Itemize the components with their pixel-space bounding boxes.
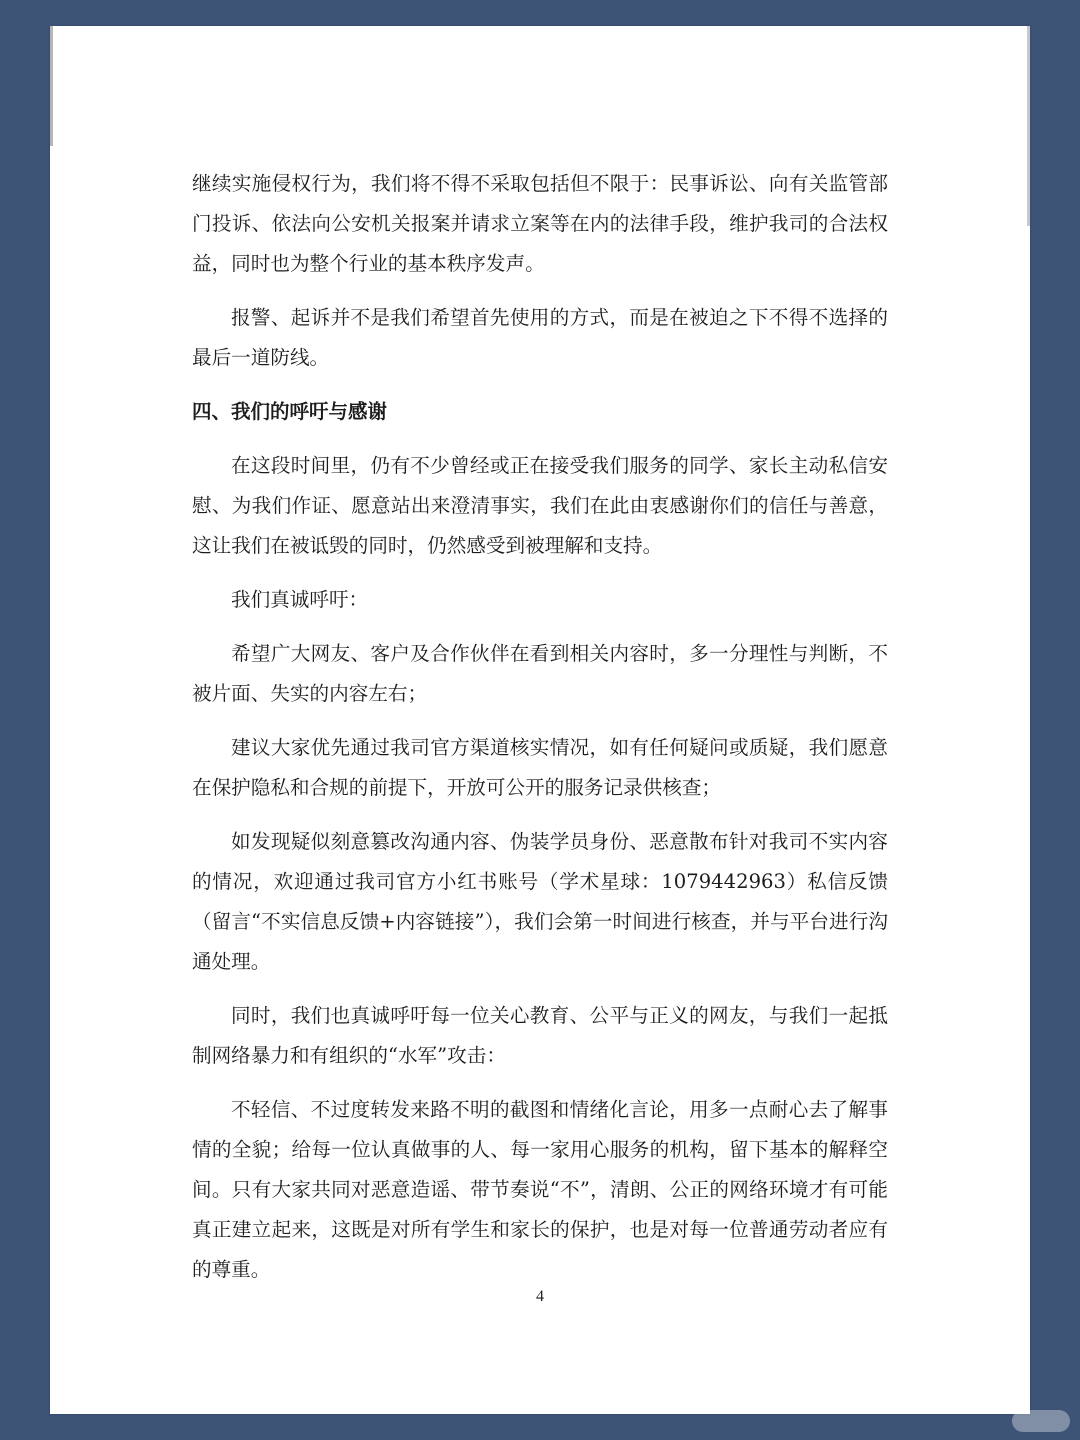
paragraph-appeal-report: 如发现疑似刻意篡改沟通内容、伪装学员身份、恶意散布针对我司不实内容的情况，欢迎通过我司官方小红书账号（学术星球：1079442963）私信反馈（留言“不实信息反馈+内容链接”），我们会第一时间进行核查，并与平台进行沟通处理。 [192,830,888,973]
paragraph-appeal-rational: 希望广大网友、客户及合作伙伴在看到相关内容时，多一分理性与判断，不被片面、失实的内容左右； [192,642,888,705]
document-page [50,26,1030,1414]
paragraph-appeal-verify: 建议大家优先通过我司官方渠道核实情况，如有任何疑问或质疑，我们愿意在保护隐私和合规的前提下，开放可公开的服务记录供核查； [192,736,888,799]
watermark-badge [1012,1410,1070,1432]
paragraph-legal-action: 继续实施侵权行为，我们将不得不采取包括但不限于：民事诉讼、向有关监管部门投诉、依法向公安机关报案并请求立案等在内的法律手段，维护我司的合法权益，同时也为整个行业的基本秩序发声。 [192,172,888,275]
document-body [192,164,888,1304]
paragraph-thanks: 在这段时间里，仍有不少曾经或正在接受我们服务的同学、家长主动私信安慰、为我们作证、愿意站出来澄清事实，我们在此由衷感谢你们的信任与善意，这让我们在被诋毁的同时，仍然感受到被理解和支持。 [192,454,888,557]
page-number: 4 [536,1288,544,1305]
paragraph-appeal-resist: 同时，我们也真诚呼吁每一位关心教育、公平与正义的网友，与我们一起抵制网络暴力和有组织的“水军”攻击： [192,1004,888,1067]
section-heading: 四、我们的呼吁与感谢 [192,400,388,423]
paragraph-appeal-intro: 我们真诚呼吁： [231,588,369,611]
scan-edge-mark [1027,26,1030,226]
paragraph-last-defense: 报警、起诉并不是我们希望首先使用的方式，而是在被迫之下不得不选择的最后一道防线。 [192,306,888,369]
scan-edge-mark [50,26,53,146]
paragraph-appeal-closing: 不轻信、不过度转发来路不明的截图和情绪化言论，用多一点耐心去了解事情的全貌；给每一位认真做事的人、每一家用心服务的机构，留下基本的解释空间。只有大家共同对恶意造谣、带节奏说“不”，清朗、公正的网络环境才有可能真正建立起来，这既是对所有学生和家长的保护，也是对每一位普通劳动者应有的尊重。 [192,1098,888,1281]
